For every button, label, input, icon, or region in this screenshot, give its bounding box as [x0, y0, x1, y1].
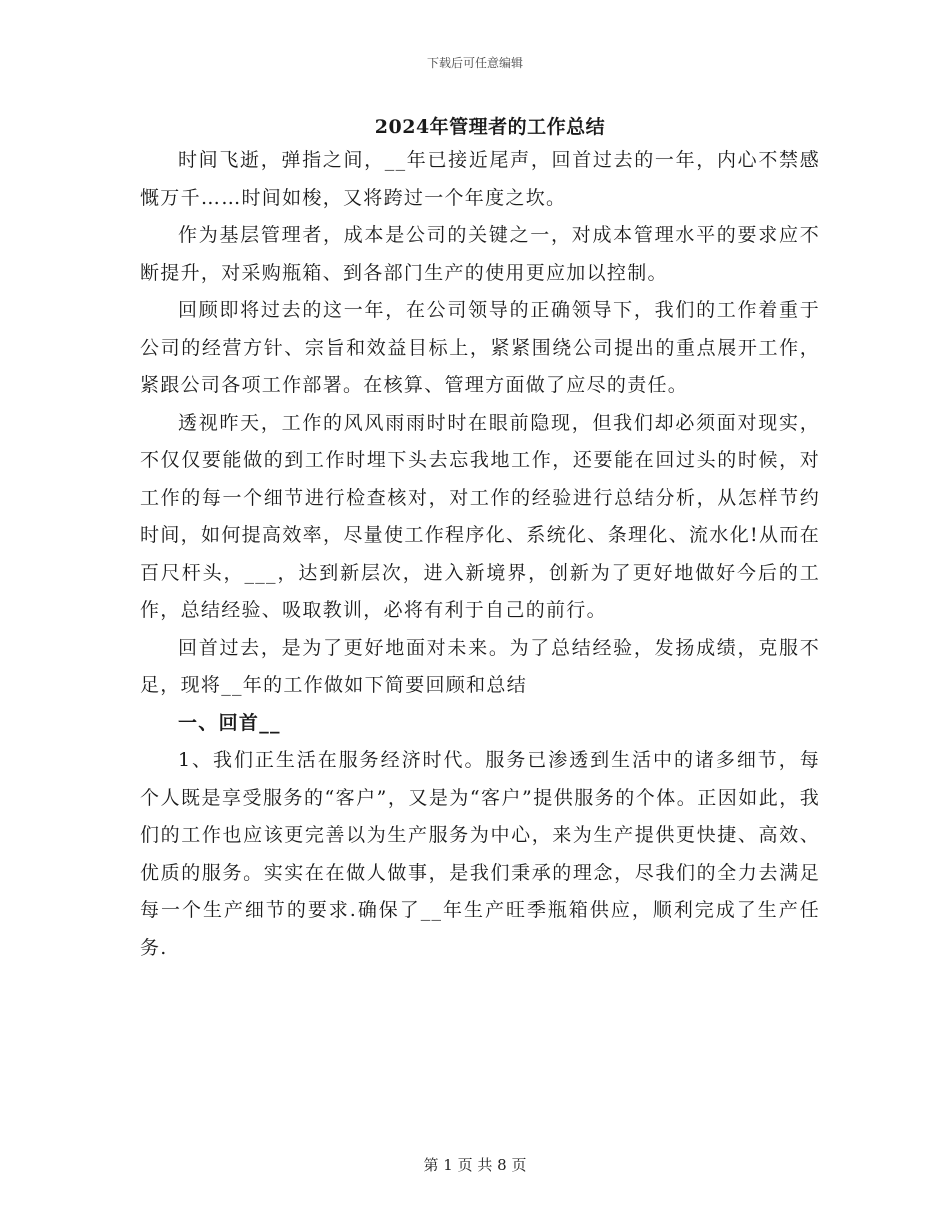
paragraph: 1、我们正生活在服务经济时代。服务已渗透到生活中的诸多细节，每个人既是享受服务的“客户”，又是为“客户”提供服务的个体。正因如此，我们的工作也应该更完善以为生产服务为中心，来为生产提供更快捷、高效、优质的服务。实实在在做人做事，是我们秉承的理念，尽我们的全力去满足每一个生产细节的要求.确保了__年生产旺季瓶箱供应，顺利完成了生产任务.	[140, 749, 820, 959]
paragraph: 回顾即将过去的这一年，在公司领导的正确领导下，我们的工作着重于公司的经营方针、宗旨和效益目标上，紧紧围绕公司提出的重点展开工作，紧跟公司各项工作部署。在核算、管理方面做了应尽的责任。	[140, 299, 820, 396]
header-note: 下载后可任意编辑	[426, 56, 523, 70]
paragraph: 作为基层管理者，成本是公司的关键之一，对成本管理水平的要求应不断提升，对采购瓶箱、到各部门生产的使用更应加以控制。	[140, 224, 820, 284]
document-title: 2024年管理者的工作总结	[374, 116, 606, 138]
document-body	[140, 112, 820, 967]
paragraph: 回首过去，是为了更好地面对未来。为了总结经验，发扬成绩，克服不足，现将__年的工作做如下简要回顾和总结	[140, 636, 820, 696]
paragraph: 透视昨天，工作的风风雨雨时时在眼前隐现，但我们却必须面对现实，不仅仅要能做的到工作时埋下头去忘我地工作，还要能在回过头的时候，对工作的每一个细节进行检查核对，对工作的经验进行总结分析，从怎样节约时间，如何提高效率，尽量使工作程序化、系统化、条理化、流水化!从而在百尺杆头，___，达到新层次，进入新境界，创新为了更好地做好今后的工作，总结经验、吸取教训，必将有利于自己的前行。	[140, 411, 820, 621]
section-heading: 一、回首__	[178, 711, 281, 734]
page-number-footer: 第 1 页 共 8 页	[423, 1156, 527, 1174]
paragraph: 时间飞逝，弹指之间，__年已接近尾声，回首过去的一年，内心不禁感慨万千……时间如梭，又将跨过一个年度之坎。	[140, 149, 820, 209]
